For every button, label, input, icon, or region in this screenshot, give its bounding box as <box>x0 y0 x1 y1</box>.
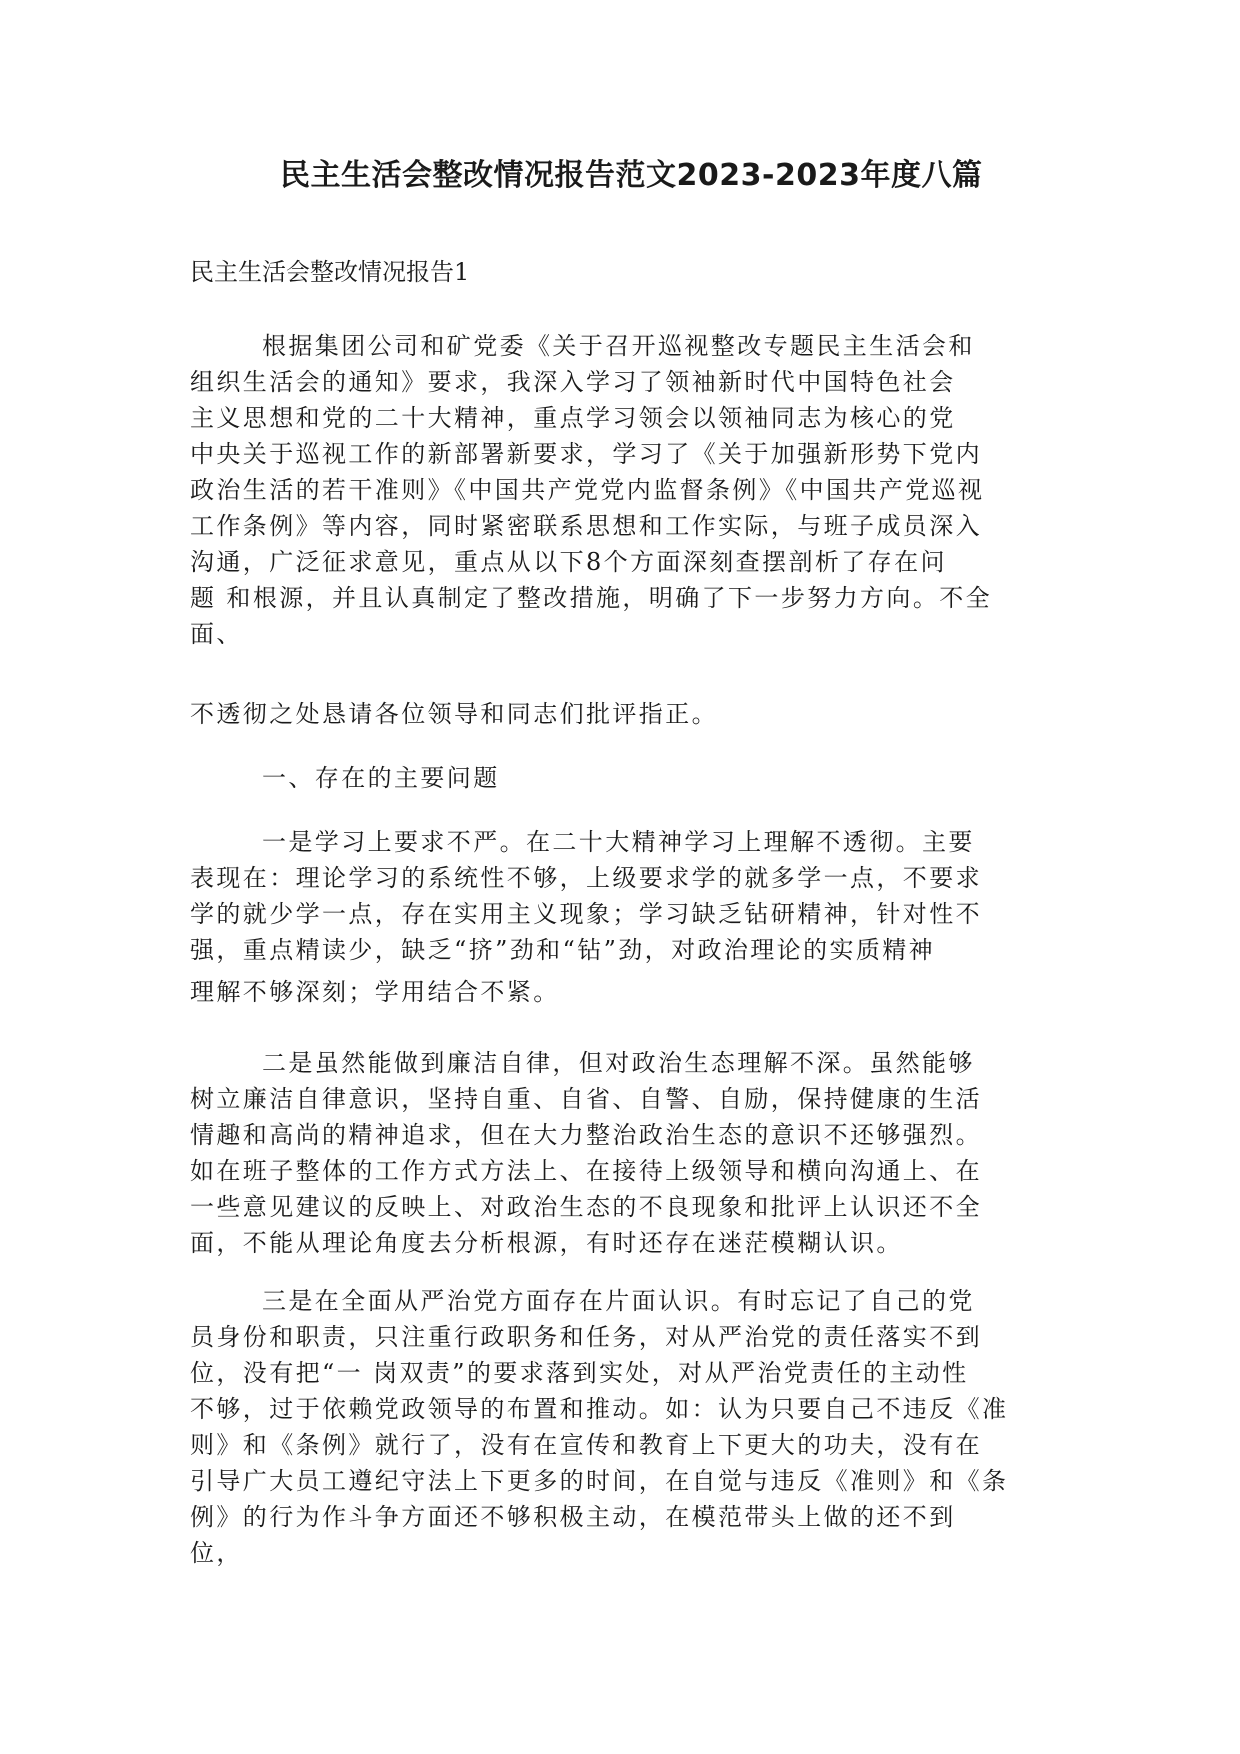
paragraph-line: 树立廉洁自律意识，坚持自重、自省、自警、自励，保持健康的生活 <box>190 1085 982 1113</box>
paragraph-line: 则》和《条例》就行了，没有在宣传和教育上下更大的功夫，没有在 <box>190 1431 982 1459</box>
paragraph-line: 面，不能从理论角度去分析根源，有时还存在迷茫模糊认识。 <box>190 1229 903 1257</box>
paragraph-line: 例》的行为作斗争方面还不够积极主动，在模范带头上做的还不到 <box>190 1503 956 1531</box>
paragraph-line: 三是在全面从严治党方面存在片面认识。有时忘记了自己的党 <box>262 1287 975 1315</box>
paragraph-line: 不透彻之处恳请各位领导和同志们批评指正。 <box>190 700 718 728</box>
paragraph-line: 员身份和职责，只注重行政职务和任务，对从严治党的责任落实不到 <box>190 1323 982 1351</box>
paragraph-2 <box>190 696 1060 732</box>
paragraph-4 <box>190 1045 1060 1261</box>
paragraph-line: 工作条例》等内容，同时紧密联系思想和工作实际，与班子成员深入 <box>190 512 982 540</box>
paragraph-line: 沟通，广泛征求意见，重点从以下8个方面深刻查摆剖析了存在问 <box>190 548 947 576</box>
paragraph-line: 引导广大员工遵纪守法上下更多的时间，在自觉与违反《准则》和《条 <box>190 1467 1009 1495</box>
paragraph-line: 如在班子整体的工作方式方法上、在接待上级领导和横向沟通上、在 <box>190 1157 982 1185</box>
heading-text: 一、存在的主要问题 <box>262 764 500 792</box>
paragraph-line: 组织生活会的通知》要求，我深入学习了领袖新时代中国特色社会 <box>190 368 956 396</box>
paragraph-line: 根据集团公司和矿党委《关于召开巡视整改专题民主生活会和 <box>262 332 975 360</box>
paragraph-line: 学的就少学一点，存在实用主义现象；学习缺乏钻研精神，针对性不 <box>190 900 982 928</box>
paragraph-line: 位，没有把“一 岗双责”的要求落到实处，对从严治党责任的主动性 <box>190 1359 969 1387</box>
paragraph-3 <box>190 824 1060 1010</box>
paragraph-line: 政治生活的若干准则》《中国共产党党内监督条例》《中国共产党巡视 <box>190 476 985 504</box>
paragraph-line: 位， <box>190 1539 243 1567</box>
paragraph-line: 表现在：理论学习的系统性不够，上级要求学的就多学一点，不要求 <box>190 864 982 892</box>
section-title: 民主生活会整改情况报告1 <box>190 258 470 286</box>
paragraph-line: 情趣和高尚的精神追求，但在大力整治政治生态的意识不还够强烈。 <box>190 1121 982 1149</box>
paragraph-line: 一些意见建议的反映上、对政治生态的不良现象和批评上认识还不全 <box>190 1193 982 1221</box>
paragraph-1 <box>190 328 1060 652</box>
paragraph-line: 中央关于巡视工作的新部署新要求，学习了《关于加强新形势下党内 <box>190 440 982 468</box>
paragraph-line: 面、 <box>190 620 243 648</box>
paragraph-line: 一是学习上要求不严。在二十大精神学习上理解不透彻。主要 <box>262 828 975 856</box>
document-title: 民主生活会整改情况报告范文2023-2023年度八篇 <box>280 158 983 193</box>
paragraph-line: 不够，过于依赖党政领导的布置和推动。如：认为只要自己不违反《准 <box>190 1395 1009 1423</box>
paragraph-line: 理解不够深刻；学用结合不紧。 <box>190 978 560 1006</box>
paragraph-line: 题 和根源，并且认真制定了整改措施，明确了下一步努力方向。不全 <box>190 584 993 612</box>
paragraph-line: 二是虽然能做到廉洁自律，但对政治生态理解不深。虽然能够 <box>262 1049 975 1077</box>
paragraph-line: 强，重点精读少，缺乏“挤”劲和“钻”劲，对政治理论的实质精神 <box>190 936 936 964</box>
paragraph-5 <box>190 1283 1060 1571</box>
paragraph-line: 主义思想和党的二十大精神，重点学习领会以领袖同志为核心的党 <box>190 404 956 432</box>
heading-1 <box>190 760 1060 796</box>
